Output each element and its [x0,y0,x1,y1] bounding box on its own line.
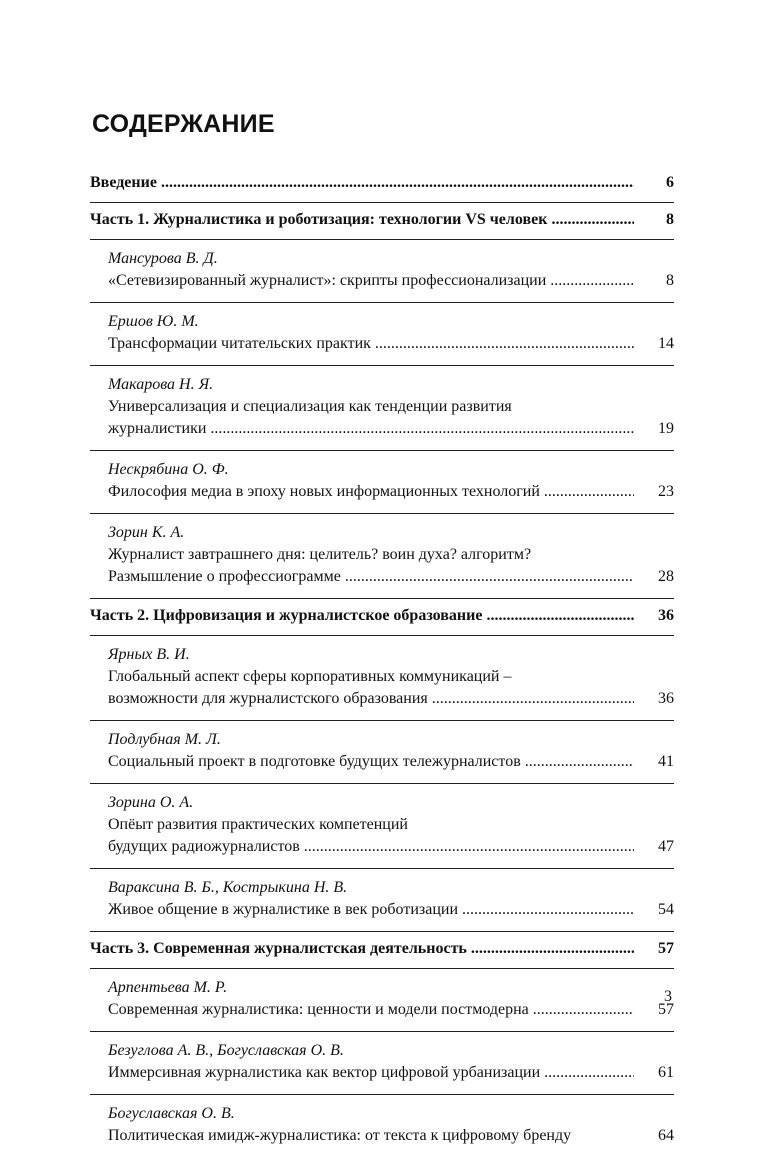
toc-entry-title: Живое общение в журналистике в век роботизации ..... [108,899,634,921]
toc-entry-section [90,636,674,721]
toc-entry-author: Мансурова В. Д. [108,250,218,267]
toc-entry-title: «Сетевизированный журналист»: скрипты профессионализации ..... [108,270,634,292]
page-title: СОДЕРЖАНИЕ [92,110,275,138]
toc-part-page: 57 [658,940,674,957]
toc-entry-row [108,270,674,292]
toc-entry[interactable] [90,370,674,446]
toc-entry-author: Подлубная М. Л. [108,731,221,748]
toc-part-title: Часть 2. Цифровизация и журналистское образование ..... [90,605,634,627]
toc-entry-title: Трансформации читательских практик ..... [108,333,634,355]
toc-intro-section [90,170,674,203]
toc-entry-row [108,836,674,858]
toc-entry-title-line: Универсализация и специализация как тенденции развития [108,398,512,415]
toc-part-page: 36 [658,607,674,624]
toc-part-section [90,203,674,240]
toc-entry-row [108,566,674,588]
toc-entry-page: 14 [658,335,674,352]
toc-entry-row [108,481,674,503]
toc-part-page: 8 [666,211,674,228]
toc-entry-row [108,418,674,440]
toc-part-title: Часть 3. Современная журналистская деятельность ..... [90,938,634,960]
toc-entry-section [90,1095,674,1157]
toc-entry-author: Вараксина В. Б., Кострыкина Н. В. [108,879,348,896]
toc-entry[interactable] [90,455,674,509]
toc-part-row[interactable] [90,936,674,964]
toc-entry-title: Размышление о профессиограмме ..... [108,566,634,588]
toc-parts [90,203,674,1157]
toc-entry-row [108,1062,674,1084]
toc-entry-row [108,1125,674,1147]
toc-entry-row [108,899,674,921]
toc-entry-title: будущих радиожурналистов ..... [108,836,634,858]
toc-intro-title: Введение ..... [90,172,634,194]
toc-entry-section [90,721,674,784]
toc-entry-section [90,784,674,869]
toc-entry-author: Зорин К. А. [108,524,185,541]
toc-entry-page: 47 [658,838,674,855]
toc-entry-author: Нескрябина О. Ф. [108,461,229,478]
toc-entry-section [90,1032,674,1095]
toc-entry-section [90,514,674,599]
toc-entry-title: Политическая имидж-журналистика: от текста к цифровому бренду [108,1127,572,1144]
toc-intro-row[interactable] [90,170,674,198]
toc-entry-page: 8 [666,272,674,289]
toc-entry-row [108,333,674,355]
toc-entry[interactable] [90,788,674,864]
toc-entry-author: Зорина О. А. [108,794,194,811]
toc-entry-title: возможности для журналистского образования ..... [108,688,634,710]
toc-entry-page: 19 [658,420,674,437]
toc-entry-section [90,969,674,1032]
toc-entry-section [90,869,674,932]
toc-entry[interactable] [90,1036,674,1090]
toc-entry-section [90,451,674,514]
toc-entry-title: Современная журналистика: ценности и модели постмодерна ..... [108,999,634,1021]
toc-entry-page: 28 [658,568,674,585]
toc-entry-section [90,240,674,303]
toc-entry-page: 57 [658,1001,674,1018]
toc-entry-row [108,688,674,710]
toc-part-title: Часть 1. Журналистика и роботизация: технологии VS человек ..... [90,209,634,231]
toc-part-section [90,599,674,636]
toc-entry-title: журналистики ..... [108,418,634,440]
toc-entry[interactable] [90,973,674,1027]
toc-entry-title: Иммерсивная журналистика как вектор цифровой урбанизации ..... [108,1062,634,1084]
toc-entry-page: 61 [658,1064,674,1081]
toc-entry-author: Ярных В. И. [108,646,190,663]
toc-entry[interactable] [90,640,674,716]
toc-entry-page: 36 [658,690,674,707]
toc-entry-title-line: Опёыт развития практических компетенций [108,816,408,833]
toc-entry-author: Богуславская О. В. [108,1105,235,1122]
table-of-contents [90,170,674,1157]
toc-entry-row [108,999,674,1021]
toc-entry-author: Арпентьева М. Р. [108,979,228,996]
toc-entry-title: Социальный проект в подготовке будущих тележурналистов ..... [108,751,634,773]
toc-entry-title-line: Глобальный аспект сферы корпоративных коммуникаций – [108,668,512,685]
toc-entry-row [108,751,674,773]
toc-entry[interactable] [90,725,674,779]
toc-intro-page: 6 [666,174,674,191]
toc-entry-section [90,303,674,366]
page-number: 3 [664,988,672,1005]
toc-entry-page: 64 [658,1127,674,1144]
toc-entry[interactable] [90,518,674,594]
toc-part-row[interactable] [90,207,674,235]
toc-entry-author: Ершов Ю. М. [108,313,199,330]
toc-entry-title: Философия медиа в эпоху новых информационных технологий ..... [108,481,634,503]
toc-entry[interactable] [90,307,674,361]
toc-entry[interactable] [90,873,674,927]
toc-entry[interactable] [90,244,674,298]
toc-entry-author: Безуглова А. В., Богуславская О. В. [108,1042,344,1059]
toc-part-section [90,932,674,969]
toc-entry[interactable] [90,1099,674,1153]
toc-entry-title-line: Журналист завтрашнего дня: целитель? воин духа? алгоритм? [108,546,532,563]
toc-entry-section [90,366,674,451]
toc-entry-page: 23 [658,483,674,500]
toc-entry-page: 41 [658,753,674,770]
toc-entry-author: Макарова Н. Я. [108,376,214,393]
toc-entry-page: 54 [658,901,674,918]
toc-part-row[interactable] [90,603,674,631]
